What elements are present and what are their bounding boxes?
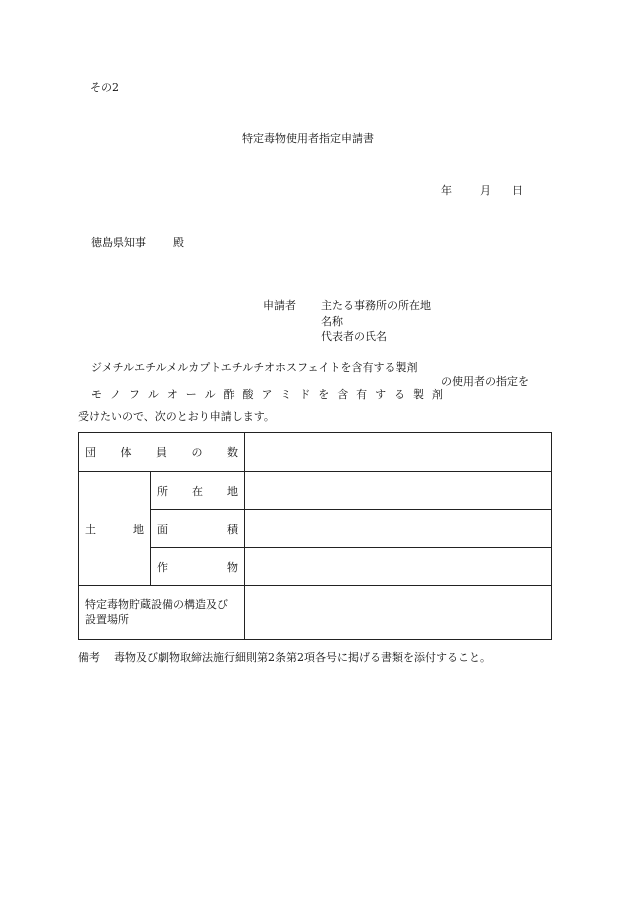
land-row-2-label-char-0: 作	[157, 560, 168, 574]
land-row-0-label-char-2: 地	[227, 484, 238, 498]
substance-line-2-char-10: ミ	[280, 388, 292, 401]
land-area-value[interactable]	[245, 510, 552, 548]
substance-line-2-char-8: 酸	[242, 388, 254, 401]
storage-label-line-2: 設置場所	[85, 612, 129, 626]
closing-sentence: 受けたいので、次のとおり申請します。	[78, 410, 275, 423]
land-row-0-label-char-0: 所	[157, 484, 168, 498]
storage-row	[79, 586, 552, 640]
substance-line-2-char-1: ノ	[109, 388, 121, 401]
land-location-value[interactable]	[245, 472, 552, 510]
substance-line-2-char-11: ド	[299, 388, 311, 401]
land-row-1-label-char-0: 面	[157, 522, 168, 536]
applicant-label: 申請者	[263, 299, 296, 312]
remarks-label: 備考	[78, 651, 100, 664]
land-crop-label	[151, 548, 245, 586]
storage-label	[79, 586, 245, 640]
substance-line-2-char-18: 剤	[431, 388, 443, 401]
members-row	[79, 433, 552, 472]
land-area-label	[151, 510, 245, 548]
substance-line-2-char-0: モ	[91, 388, 102, 401]
substance-line-2-char-5: ー	[185, 388, 197, 401]
remarks-text: 毒物及び劇物取締法施行細則第2条第2項各号に掲げる書類を添付すること。	[114, 651, 491, 664]
land-location-row	[79, 472, 552, 510]
substance-line-2-char-3: ル	[147, 388, 159, 401]
substance-line-2-char-14: 有	[356, 388, 368, 401]
substance-line-2-char-15: す	[375, 388, 387, 401]
date-day: 日	[512, 184, 523, 197]
members-label-char-3: の	[191, 446, 203, 459]
land-row-2-label-char-1: 物	[227, 560, 238, 574]
land-crop-value[interactable]	[245, 548, 552, 586]
application-table	[78, 432, 552, 640]
document-title: 特定毒物使用者指定申請書	[242, 132, 374, 145]
date-year: 年	[441, 184, 452, 197]
members-label-char-2: 員	[156, 446, 167, 459]
applicant-address-label: 主たる事務所の所在地	[321, 299, 431, 312]
members-label-char-1: 体	[120, 446, 132, 459]
substance-line-2-char-12: を	[318, 388, 330, 401]
storage-value[interactable]	[245, 586, 552, 640]
substance-line-2-char-6: ル	[204, 388, 216, 401]
substance-line-2	[91, 388, 443, 401]
substance-line-2-char-9: ア	[261, 388, 273, 401]
land-label-char-0: 土	[85, 522, 96, 536]
substance-line-2-char-17: 製	[412, 388, 424, 401]
members-value[interactable]	[245, 433, 552, 472]
substance-line-1: ジメチルエチルメルカプトエチルチオホスフェイトを含有する製剤	[91, 361, 418, 374]
substance-line-2-char-4: オ	[166, 388, 178, 401]
substance-line-2-char-13: 含	[337, 388, 349, 401]
members-label	[79, 433, 245, 472]
land-row-0-label-char-1: 在	[192, 484, 203, 498]
members-label-char-0: 団	[85, 446, 96, 459]
members-label-char-4: 数	[227, 446, 238, 459]
substance-line-2-char-16: る	[394, 388, 405, 401]
storage-label-line-1: 特定毒物貯蔵設備の構造及び	[85, 597, 228, 611]
addressee-honorific: 殿	[173, 236, 184, 249]
substance-line-2-char-7: 酢	[223, 388, 235, 401]
substance-line-2-char-2: フ	[128, 388, 140, 401]
applicant-representative-label: 代表者の氏名	[321, 330, 387, 343]
date-month: 月	[480, 184, 491, 197]
form-number: その2	[90, 81, 119, 94]
designation-suffix: の使用者の指定を	[441, 375, 529, 388]
applicant-name-label: 名称	[321, 315, 343, 328]
addressee-name: 徳島県知事	[91, 236, 146, 249]
land-label	[79, 472, 151, 586]
land-row-1-label-char-1: 積	[227, 522, 238, 536]
land-location-label	[151, 472, 245, 510]
land-label-char-1: 地	[133, 522, 144, 536]
